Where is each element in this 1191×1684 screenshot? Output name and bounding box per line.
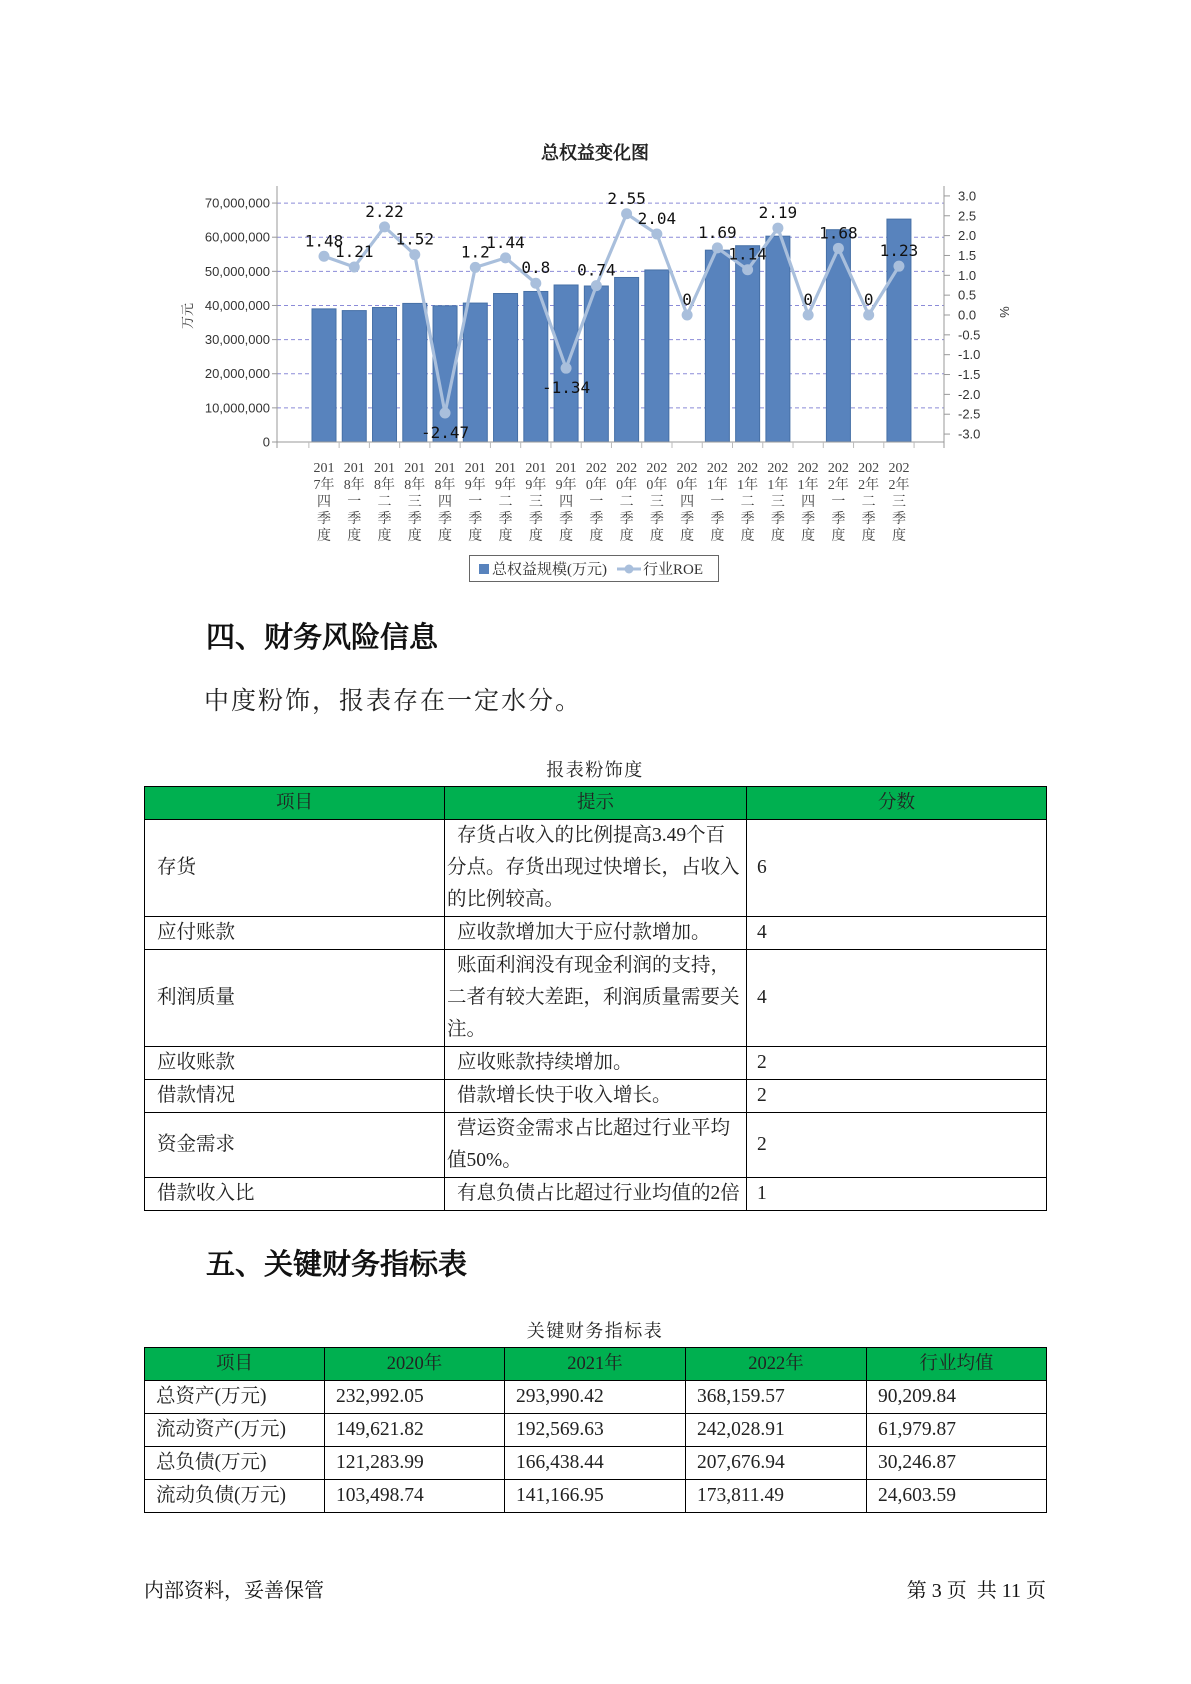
roe-point-17 (833, 243, 844, 254)
x-tick-label-19: 2022年三季度 (888, 461, 910, 544)
column-header-hint: 提示 (445, 787, 747, 820)
roe-point-7 (530, 278, 541, 289)
roe-label-6: 1.44 (486, 232, 525, 252)
roe-point-8 (561, 363, 572, 374)
x-tick-label-0: 2017年四季度 (313, 461, 335, 544)
bar-10 (615, 277, 639, 442)
table-row (145, 950, 1047, 1047)
cell-2022: 207,676.94 (686, 1447, 867, 1480)
cell-2022: 173,811.49 (686, 1480, 867, 1513)
y2-tick-label-0: 3.0 (958, 188, 977, 204)
x-tick-label-18: 2022年二季度 (858, 461, 880, 544)
table-row (145, 1047, 1047, 1080)
bar-17 (826, 230, 850, 442)
bar-5 (463, 303, 487, 442)
cell-2021: 293,990.42 (505, 1381, 686, 1414)
roe-point-14 (742, 264, 753, 275)
x-tick-label-2: 2018年二季度 (374, 461, 396, 544)
table-header-row (145, 1348, 1047, 1381)
roe-label-10: 2.55 (607, 188, 646, 208)
table-row (145, 1447, 1047, 1480)
row-item: 借款收入比 (145, 1178, 445, 1211)
table-row (145, 1080, 1047, 1113)
row-item: 流动负债(万元) (145, 1480, 325, 1513)
row-score: 1 (747, 1178, 1047, 1211)
y2-axis-title: % (997, 306, 1012, 318)
row-hint: 应收账款持续增加。 (445, 1047, 747, 1080)
row-hint: 应收款增加大于应付款增加。 (445, 917, 747, 950)
table-row (145, 1178, 1047, 1211)
row-item: 总负债(万元) (145, 1447, 325, 1480)
column-header-item: 项目 (145, 787, 445, 820)
column-header-industry-avg: 行业均值 (867, 1348, 1047, 1381)
x-tick-label-11: 2020年三季度 (646, 461, 668, 544)
bar-11 (645, 270, 669, 442)
y2-tick-label-5: 0.5 (958, 287, 977, 303)
roe-point-4 (440, 408, 451, 419)
roe-label-2: 2.22 (365, 201, 404, 221)
roe-label-14: 1.14 (728, 244, 767, 264)
risk-summary-text: 中度粉饰，报表存在一定水分。 (204, 688, 583, 715)
x-tick-label-15: 2021年三季度 (767, 461, 789, 544)
x-tick-label-8: 2019年四季度 (555, 461, 577, 544)
y2-tick-label-12: -3.0 (958, 426, 981, 442)
row-item: 资金需求 (145, 1113, 445, 1178)
x-tick-label-14: 2021年二季度 (737, 461, 759, 544)
roe-point-13 (712, 242, 723, 253)
roe-point-0 (319, 251, 330, 262)
bar-0 (312, 309, 336, 442)
roe-point-11 (651, 229, 662, 240)
roe-point-9 (591, 280, 602, 291)
roe-point-6 (500, 252, 511, 263)
y-tick-label-6: 10,000,000 (204, 400, 270, 416)
bar-1 (342, 311, 366, 442)
column-header-2020: 2020年 (325, 1348, 505, 1381)
x-tick-label-4: 2018年四季度 (434, 461, 456, 544)
roe-label-3: 1.52 (395, 229, 435, 249)
column-header-score: 分数 (747, 787, 1047, 820)
roe-label-19: 1.23 (879, 241, 919, 261)
y-tick-label-1: 60,000,000 (204, 229, 270, 245)
x-tick-label-9: 2020年一季度 (585, 461, 607, 544)
row-item: 存货 (145, 820, 445, 917)
table-row (145, 1381, 1047, 1414)
row-hint: 存货占收入的比例提高3.49个百分点。存货出现过快增长，占收入的比例较高。 (445, 820, 747, 917)
roe-label-0: 1.48 (304, 231, 344, 251)
risk-table-caption: 报表粉饰度 (546, 760, 644, 780)
roe-label-4: -2.47 (420, 423, 470, 443)
roe-label-1: 1.21 (334, 241, 374, 261)
section-heading-kpi: 五、关键财务指标表 (206, 1249, 468, 1281)
row-item: 借款情况 (145, 1080, 445, 1113)
cell-2020: 103,498.74 (325, 1480, 505, 1513)
roe-point-10 (621, 208, 632, 219)
y2-tick-label-11: -2.5 (958, 406, 981, 422)
kpi-table (144, 1347, 1047, 1513)
row-score: 4 (747, 950, 1047, 1047)
legend-line-swatch (617, 562, 641, 576)
cell-2021: 166,438.44 (505, 1447, 686, 1480)
roe-point-5 (470, 262, 481, 273)
roe-point-2 (379, 221, 390, 232)
column-header-item: 项目 (145, 1348, 325, 1381)
y2-tick-label-10: -2.0 (958, 386, 981, 402)
roe-label-15: 2.19 (758, 203, 798, 223)
bar-7 (524, 291, 548, 442)
row-hint: 账面利润没有现金利润的支持，二者有较大差距，利润质量需要关注。 (445, 950, 747, 1047)
cell-industry-avg: 24,603.59 (867, 1480, 1047, 1513)
roe-point-12 (682, 309, 693, 320)
row-item: 利润质量 (145, 950, 445, 1047)
x-tick-label-6: 2019年二季度 (495, 461, 517, 544)
table-row (145, 1480, 1047, 1513)
roe-point-18 (863, 309, 874, 320)
cell-industry-avg: 30,246.87 (867, 1447, 1047, 1480)
footer-page-number: 第 3 页 共 11 页 (906, 1580, 1046, 1602)
roe-point-3 (409, 249, 420, 260)
cell-2020: 121,283.99 (325, 1447, 505, 1480)
risk-table (144, 786, 1047, 1211)
roe-point-1 (349, 261, 360, 272)
y-axis-title: 万元 (180, 302, 195, 330)
row-item: 总资产(万元) (145, 1381, 325, 1414)
table-row (145, 820, 1047, 917)
y-tick-label-2: 50,000,000 (204, 263, 270, 279)
x-tick-label-3: 2018年三季度 (404, 461, 426, 544)
cell-2020: 232,992.05 (325, 1381, 505, 1414)
table-row (145, 1414, 1047, 1447)
row-score: 2 (747, 1047, 1047, 1080)
roe-label-5: 1.2 (460, 242, 490, 262)
y2-tick-label-9: -1.5 (958, 367, 981, 383)
table-row (145, 1113, 1047, 1178)
y-tick-label-4: 30,000,000 (204, 332, 270, 348)
x-tick-label-12: 2020年四季度 (676, 461, 698, 544)
roe-label-16: 0 (803, 289, 813, 309)
y2-tick-label-2: 2.0 (958, 228, 977, 244)
row-item: 应收账款 (145, 1047, 445, 1080)
row-hint: 借款增长快于收入增长。 (445, 1080, 747, 1113)
y-tick-label-0: 70,000,000 (204, 195, 270, 211)
x-tick-label-7: 2019年三季度 (525, 461, 547, 544)
cell-2020: 149,621.82 (325, 1414, 505, 1447)
bar-3 (403, 303, 427, 442)
cell-2022: 368,159.57 (686, 1381, 867, 1414)
row-hint: 有息负债占比超过行业均值的2倍 (445, 1178, 747, 1211)
roe-label-18: 0 (863, 289, 874, 309)
y2-tick-label-4: 1.0 (958, 267, 977, 283)
y2-tick-label-1: 2.5 (958, 208, 977, 224)
y-tick-label-7: 0 (262, 434, 270, 450)
x-tick-label-16: 2021年四季度 (797, 461, 819, 544)
y-tick-label-5: 20,000,000 (204, 366, 270, 382)
roe-label-11: 2.04 (637, 209, 677, 229)
chart-title: 总权益变化图 (541, 143, 649, 163)
chart-legend (469, 555, 719, 582)
x-tick-label-10: 2020年二季度 (616, 461, 638, 544)
roe-point-19 (893, 261, 904, 272)
bar-15 (766, 236, 790, 442)
bar-6 (494, 294, 518, 442)
roe-point-15 (772, 223, 783, 234)
roe-label-7: 0.8 (521, 258, 551, 278)
roe-label-12: 0 (682, 289, 692, 309)
row-score: 2 (747, 1080, 1047, 1113)
y2-tick-label-8: -1.0 (958, 347, 981, 363)
y2-tick-label-3: 1.5 (958, 247, 977, 263)
column-header-2021: 2021年 (505, 1348, 686, 1381)
x-tick-label-1: 2018年一季度 (343, 461, 365, 544)
roe-label-13: 1.69 (698, 222, 737, 242)
roe-label-17: 1.68 (819, 223, 858, 243)
equity-chart (0, 0, 1191, 600)
kpi-table-caption: 关键财务指标表 (526, 1321, 664, 1341)
roe-point-16 (803, 309, 814, 320)
cell-industry-avg: 90,209.84 (867, 1381, 1047, 1414)
cell-2021: 192,569.63 (505, 1414, 686, 1447)
cell-2022: 242,028.91 (686, 1414, 867, 1447)
y2-tick-label-7: -0.5 (958, 327, 981, 343)
column-header-2022: 2022年 (686, 1348, 867, 1381)
legend-label-equity: 总权益规模(万元) (492, 562, 607, 578)
bar-2 (373, 308, 397, 442)
x-tick-label-13: 2021年一季度 (706, 461, 728, 544)
table-header-row (145, 787, 1047, 820)
cell-2021: 141,166.95 (505, 1480, 686, 1513)
footer-confidential-note: 内部资料，妥善保管 (144, 1580, 324, 1602)
roe-label-8: -1.34 (541, 378, 591, 398)
x-tick-label-5: 2019年一季度 (464, 461, 486, 544)
row-score: 6 (747, 820, 1047, 917)
row-score: 4 (747, 917, 1047, 950)
bar-13 (705, 250, 729, 442)
roe-label-9: 0.74 (577, 260, 616, 280)
row-score: 2 (747, 1113, 1047, 1178)
cell-industry-avg: 61,979.87 (867, 1414, 1047, 1447)
section-heading-risk: 四、财务风险信息 (206, 622, 439, 654)
legend-label-roe: 行业ROE (643, 562, 704, 578)
y2-tick-label-6: 0.0 (958, 307, 977, 323)
table-row (145, 917, 1047, 950)
row-item: 应付账款 (145, 917, 445, 950)
legend-bar-swatch (479, 564, 489, 574)
y-tick-label-3: 40,000,000 (204, 297, 270, 313)
row-item: 流动资产(万元) (145, 1414, 325, 1447)
row-hint: 营运资金需求占比超过行业平均值50%。 (445, 1113, 747, 1178)
x-tick-label-17: 2022年一季度 (827, 461, 849, 544)
